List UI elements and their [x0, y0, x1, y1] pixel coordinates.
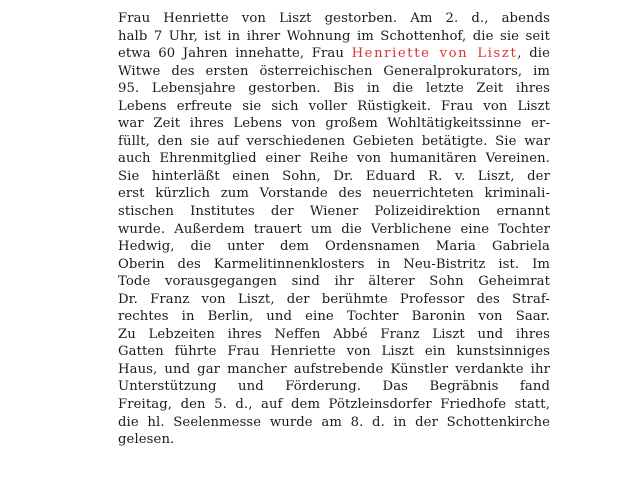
article-line-text: die	[529, 46, 551, 62]
article-line: erst kürzlich zum Vorstande des neuerrichteten kriminali-	[118, 186, 550, 202]
article-line: auch Ehrenmitglied einer Reihe von humanitären Vereinen.	[118, 151, 550, 167]
article-line: stischen Institutes der Wiener Polizeidirektion ernannt	[118, 204, 550, 220]
article-line: Gatten führte Frau Henriette von Liszt ein kunstsinniges	[118, 344, 550, 360]
article-line: gelesen.	[118, 432, 175, 448]
article-line: Sie hinterläßt einen Sohn, Dr. Eduard R. v. Liszt, der	[118, 168, 550, 184]
highlighted-name: Henriette von Liszt	[351, 46, 518, 62]
article-line: Oberin des Karmelitinnenklosters in Neu-Bistritz ist. Im	[118, 256, 550, 272]
article-line: Lebens erfreute sie sich voller Rüstigkeit. Frau von Liszt	[118, 98, 550, 114]
article-line: Tode vorausgegangen sind ihr älterer Sohn Geheimrat	[118, 274, 550, 290]
article-line: 95. Lebensjahre gestorben. Bis in die letzte Zeit ihres	[118, 81, 550, 97]
article-line	[118, 45, 550, 63]
article-line: Witwe des ersten österreichischen Generalprokurators, im	[118, 63, 550, 79]
article-line: wurde. Außerdem trauert um die Verblichene eine Tochter	[118, 221, 550, 237]
article-line: Haus, und gar mancher aufstrebende Künstler verdankte ihr	[118, 361, 550, 377]
article-line: Zu Lebzeiten ihres Neffen Abbé Franz Liszt und ihres	[118, 326, 550, 342]
article-line: Frau Henriette von Liszt gestorben. Am 2. d., abends	[118, 11, 550, 26]
article-line: rechtes in Berlin, und eine Tochter Baronin von Saar.	[118, 309, 550, 325]
article-line: war Zeit ihres Lebens von großem Wohltätigkeitssinne er-	[118, 116, 550, 132]
article-line-text: ,	[517, 46, 530, 62]
article-line: Hedwig, die unter dem Ordensnamen Maria Gabriela	[118, 239, 550, 255]
article-line-text: etwa 60 Jahren innehatte, Frau	[118, 46, 352, 62]
article-line: Freitag, den 5. d., auf dem Pötzleinsdorfer Friedhofe statt,	[118, 397, 550, 413]
article-line: Dr. Franz von Liszt, der berühmte Professor des Straf-	[118, 291, 550, 307]
obituary-article	[118, 10, 550, 449]
article-line: füllt, den sie auf verschiedenen Gebieten betätigte. Sie war	[118, 133, 550, 149]
article-line: halb 7 Uhr, ist in ihrer Wohnung im Schottenhof, die sie seit	[118, 28, 550, 44]
article-line: die hl. Seelenmesse wurde am 8. d. in der Schottenkirche	[118, 414, 550, 430]
article-line: Unterstützung und Förderung. Das Begräbnis fand	[118, 379, 550, 395]
